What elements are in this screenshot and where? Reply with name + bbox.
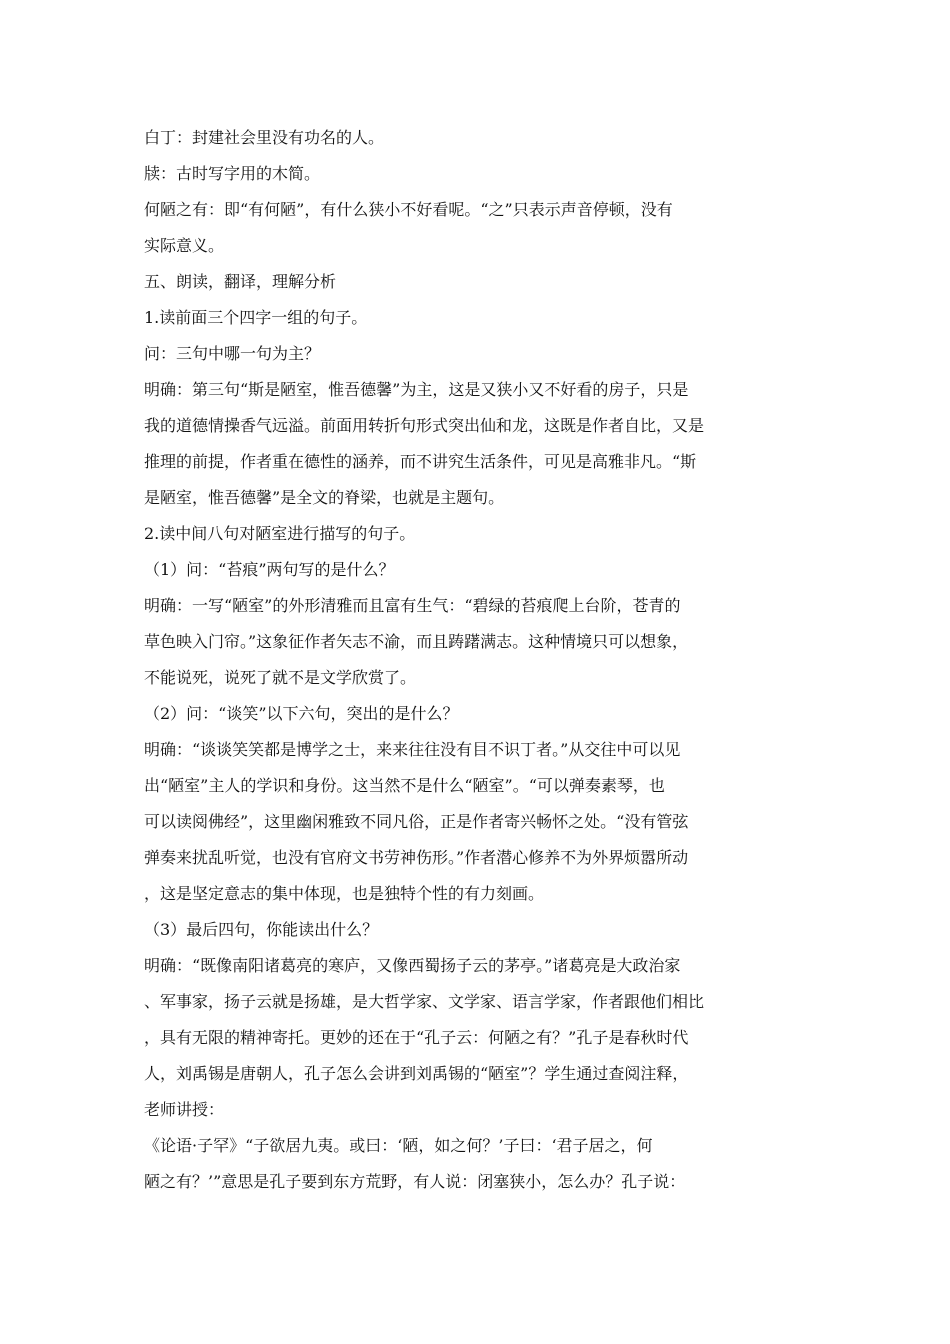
- text-line: 明确：一写“陋室”的外形清雅而且富有生气：“碧绿的苔痕爬上台阶，苍青的: [144, 596, 681, 615]
- text-line: 草色映入门帘。”这象征作者矢志不渝，而且踌躇满志。这种情境只可以想象，: [144, 632, 689, 651]
- section-heading: 五、朗读，翻译，理解分析: [144, 272, 337, 291]
- text-line: ，这是坚定意志的集中体现，也是独特个性的有力刻画。: [144, 884, 545, 903]
- text-line: 老师讲授：: [144, 1100, 225, 1119]
- text-line: 2.读中间八句对陋室进行描写的句子。: [144, 524, 416, 543]
- text-line: 可以读阅佛经”，这里幽闲雅致不同凡俗，正是作者寄兴畅怀之处。“没有管弦: [144, 812, 689, 831]
- text-line: ，具有无限的精神寄托。更妙的还在于“孔子云：何陋之有？”孔子是春秋时代: [144, 1028, 689, 1047]
- text-line: 明确：第三句“斯是陋室，惟吾德馨”为主，这是又狭小又不好看的房子，只是: [144, 380, 689, 399]
- text-line: 人，刘禹锡是唐朝人，孔子怎么会讲到刘禹锡的“陋室”？学生通过查阅注释，: [144, 1064, 689, 1083]
- text-line: 不能说死，说死了就不是文学欣赏了。: [144, 668, 417, 687]
- text-line: （3）最后四句，你能读出什么？: [144, 920, 379, 939]
- text-line: 《论语·子罕》“子欲居九夷。或曰：‘陋，如之何？’子曰：‘君子居之，何: [144, 1136, 653, 1155]
- text-line: 是陋室，惟吾德馨”是全文的脊梁，也就是主题句。: [144, 488, 505, 507]
- text-line: （2）问：“谈笑”以下六句，突出的是什么？: [144, 704, 459, 723]
- text-line: 问：三句中哪一句为主？: [144, 344, 321, 363]
- text-line: 推理的前提，作者重在德性的涵养，而不讲究生活条件，可见是高雅非凡。“斯: [144, 452, 697, 471]
- text-line: 弹奏来扰乱听觉，也没有官府文书劳神伤形。”作者潜心修养不为外界烦嚣所动: [144, 848, 689, 867]
- text-line: 何陋之有：即“有何陋”，有什么狭小不好看呢。“之”只表示声音停顿，没有: [144, 200, 673, 219]
- text-line: 我的道德情操香气远溢。前面用转折句形式突出仙和龙，这既是作者自比，又是: [144, 416, 705, 435]
- text-line: 出“陋室”主人的学识和身份。这当然不是什么“陋室”。“可以弹奏素琴，也: [144, 776, 665, 795]
- text-line: 、军事家，扬子云就是扬雄，是大哲学家、文学家、语言学家，作者跟他们相比: [144, 992, 705, 1011]
- text-line: 牍：古时写字用的木简。: [144, 164, 321, 183]
- text-line: 实际意义。: [144, 236, 225, 255]
- text-line: 陋之有？’”意思是孔子要到东方荒野，有人说：闭塞狭小，怎么办？孔子说：: [144, 1172, 686, 1191]
- text-line: 白丁：封建社会里没有功名的人。: [144, 128, 385, 147]
- document-body: [144, 120, 744, 1200]
- text-line: 明确：“谈谈笑笑都是博学之士，来来往往没有目不识丁者。”从交往中可以见: [144, 740, 681, 759]
- text-line: 1.读前面三个四字一组的句子。: [144, 308, 368, 327]
- text-line: （1）问：“苔痕”两句写的是什么？: [144, 560, 395, 579]
- text-line: 明确：“既像南阳诸葛亮的寒庐，又像西蜀扬子云的茅亭。”诸葛亮是大政治家: [144, 956, 681, 975]
